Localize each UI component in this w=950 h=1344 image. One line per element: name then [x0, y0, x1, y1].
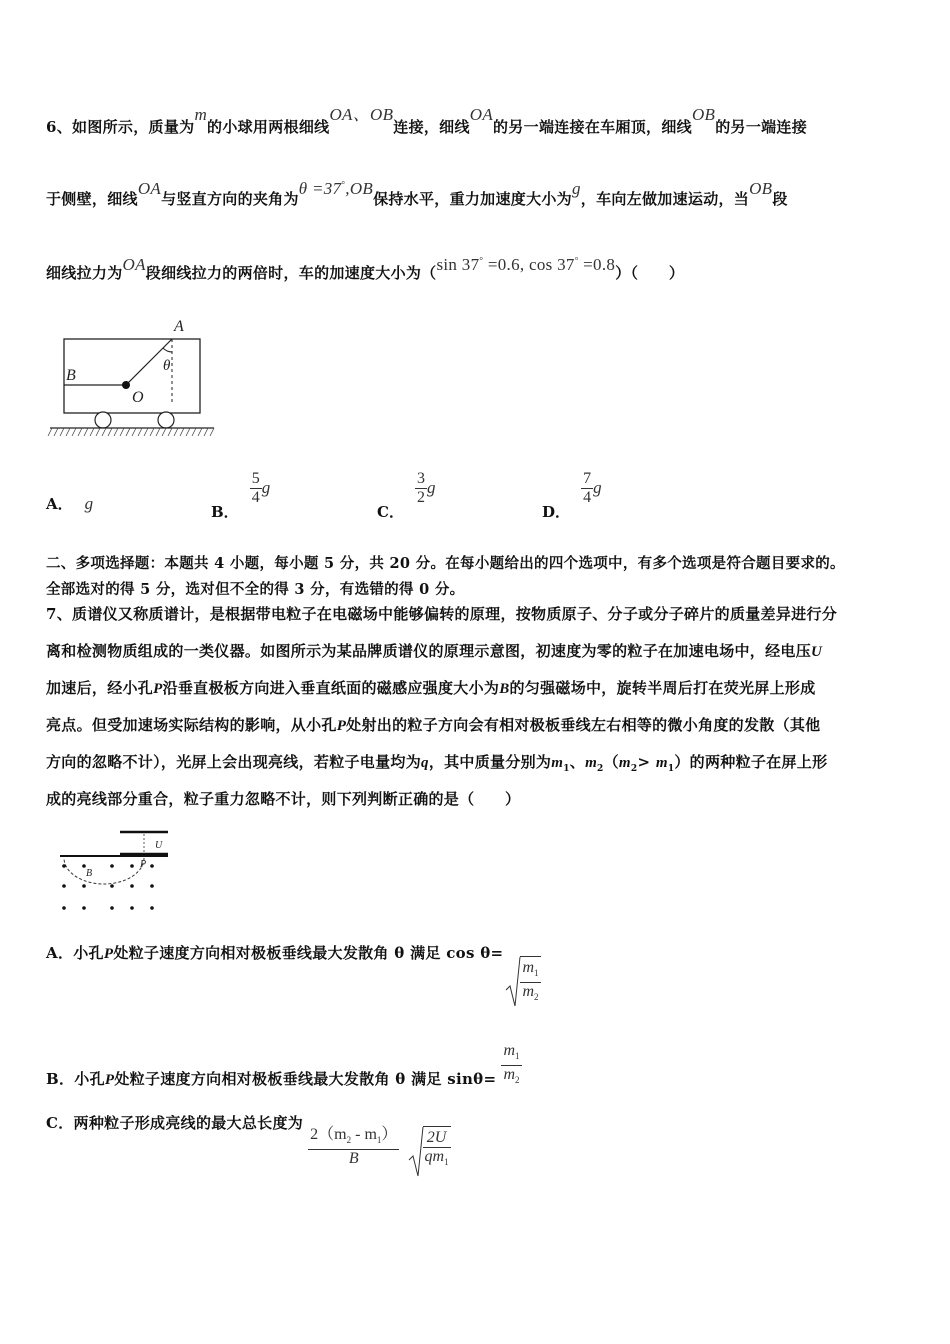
- field-dots: [62, 864, 154, 910]
- fraction: $\frac{2(m_2 - m_1)}{B}$: [310, 1126, 398, 1168]
- label-p: P: [140, 859, 147, 870]
- q7-line4: 亮点。但受加速场实际结构的影响，从小孔P处射出的粒子方向会有相对极板垂线左右相等的微小角度的发散（其他: [46, 716, 821, 734]
- label-a: A: [174, 318, 184, 335]
- q7-spectrometer-figure: [52, 828, 176, 918]
- sqrt-expression: [411, 1126, 451, 1171]
- label-o: O: [132, 389, 144, 406]
- q6-option-b[interactable]: B． $\frac{5}{4}$ g: [211, 470, 271, 521]
- fraction: $\frac{m_1}{m_2}$: [503, 1042, 520, 1086]
- ball: [122, 381, 130, 389]
- q6-option-a[interactable]: A． g: [46, 494, 94, 513]
- label-u: U: [155, 840, 163, 851]
- fraction: $\frac{m_1}{m_2}$: [520, 956, 540, 1006]
- wheel-left: [95, 412, 111, 428]
- label-b: B: [66, 367, 76, 384]
- fraction: $\frac{5}{4}$: [251, 470, 260, 506]
- fraction: $\frac{3}{2}$: [417, 470, 426, 506]
- fraction: $\frac{2U}{qm_1}$: [423, 1126, 451, 1171]
- ground-hatch: [48, 428, 214, 436]
- q6-cart-figure: [46, 312, 218, 444]
- q7-option-b[interactable]: B．小孔P处粒子速度方向相对极板垂线最大发散角 θ 满足 sinθ= $\frac{m_1}{m_2}$: [46, 1042, 520, 1089]
- section2-heading-line2: 全部选对的得 5 分，选对但不全的得 3 分，有选错的得 0 分。: [46, 581, 465, 598]
- q7-option-a[interactable]: A．小孔P处粒子速度方向相对极板垂线最大发散角 θ 满足 cos θ= $\frac{m_1}{m_2}$: [46, 956, 541, 1006]
- q6-option-d[interactable]: D． $\frac{7}{4}$ g: [542, 470, 602, 521]
- q7-line2: 离和检测物质组成的一类仪器。如图所示为某品牌质谱仪的原理示意图，初速度为零的粒子在加速电场中，经电压U: [46, 642, 823, 660]
- label-theta: θ: [163, 358, 171, 374]
- q7-line3: 加速后，经小孔P沿垂直极板方向进入垂直纸面的磁感应强度大小为B的匀强磁场中，旋转半周后打在荧光屏上形成: [46, 679, 816, 697]
- sqrt-sign: [505, 956, 521, 1008]
- q7-line5: 方向的忽略不计），光屏上会出现亮线，若粒子电量均为q，其中质量分别为$m_1$、$m_2(m_2> m_1)$的两种粒子在屏上形: [46, 753, 828, 774]
- particle-path: [64, 858, 147, 884]
- angle-arc: [163, 348, 172, 352]
- q6-line2: 于侧壁，细线OA与竖直方向的夹角为θ =37°,OB保持水平，重力加速度大小为g，车向左做加速运动，当OB段: [46, 179, 788, 208]
- q6-line1: 6、如图所示，质量为m的小球用两根细线OA、OB连接，细线OA的另一端连接在车厢顶，细线OB的另一端连接: [46, 105, 808, 136]
- q6-line3: 细线拉力为OA段细线拉力的两倍时，车的加速度大小为（sin 37° =0.6, cos 37° =0.8）（ ）: [46, 255, 685, 282]
- q7-option-c[interactable]: C．两种粒子形成亮线的最大总长度为 $\frac{2(m_2 - m_1)}{B}$ $\frac{2U}{qm_1}$: [46, 1126, 451, 1171]
- sqrt-sign: [408, 1126, 424, 1178]
- sqrt-expression: [508, 956, 540, 1006]
- q7-line1: 7、质谱仪又称质谱计，是根据带电粒子在电磁场中能够偏转的原理，按物质原子、分子或分子碎片的质量差异进行分: [46, 605, 838, 623]
- fraction: $\frac{7}{4}$: [583, 470, 592, 506]
- section2-heading-line1: 二、多项选择题：本题共 4 小题，每小题 5 分，共 20 分。在每小题给出的四个选项中，有多个选项是符合题目要求的。: [46, 555, 845, 572]
- wheel-right: [158, 412, 174, 428]
- q7-line6: 成的亮线部分重合，粒子重力忽略不计，则下列判断正确的是（ ）: [46, 790, 521, 808]
- label-b-field: B: [86, 868, 93, 879]
- q6-option-c[interactable]: C． $\frac{3}{2}$ g: [377, 470, 436, 521]
